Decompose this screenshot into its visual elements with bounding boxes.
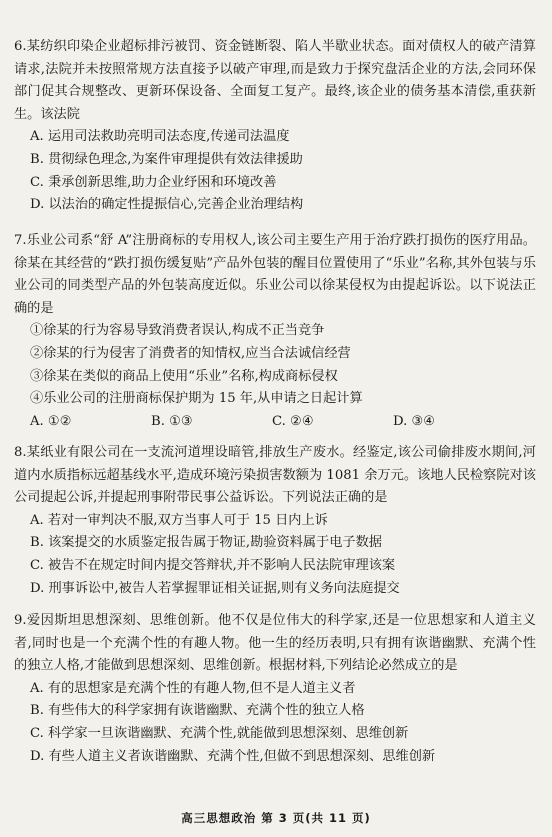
question-9-option-b: B. 有些伟大的科学家拥有诙谐幽默、充满个性的独立人格 [30,703,365,719]
question-7-statement-1: ①徐某的行为容易导致消费者误认,构成不正当竞争 [30,323,325,339]
question-6-option-a: A. 运用司法救助亮明司法态度,传递司法温度 [30,129,290,145]
question-6 [14,36,536,217]
question-7-choices [14,411,536,434]
question-6-stem: 6.某纺织印染企业超标排污被罚、资金链断裂、陷人半歇业状态。面对债权人的破产清算请求,法院并未按照常规方法直接予以破产审理,而是致力于探究盘活企业的方法,会同环保部门促其合规整改、更新环保设备、全面复工复产。最终,该企业的债务基本清偿,重获新生。该法院 [14,39,536,122]
question-7-statement-2: ②徐某的行为侵害了消费者的知情权,应当合法诚信经营 [30,345,351,361]
question-7-choice-b: B. ①③ [151,413,193,429]
question-7-choice-a: A. ①② [30,413,72,429]
question-7-statement-4: ④乐业公司的注册商标保护期为 15 年,从申请之日起计算 [30,391,363,407]
question-8-option-b: B. 该案提交的水质鉴定报告属于物证,勘验资料属于电子数据 [30,535,382,551]
question-8-option-c: C. 被告不在规定时间内提交答辩状,并不影响人民法院审理该案 [30,557,396,573]
question-9-stem: 9.爱因斯坦思想深刻、思维创新。他不仅是位伟大的科学家,还是一位思想家和人道主义者,同时也是一个充满个性的有趣人物。他一生的经历表明,只有拥有诙谐幽默、充满个性的独立人格,才能做到思想深刻、思维创新。根据材料,下列结论必然成立的是 [14,613,536,674]
question-7-choice-d: D. ③④ [393,413,436,429]
question-9-option-c: C. 科学家一旦诙谐幽默、充满个性,就能做到思想深刻、思维创新 [30,725,409,741]
question-7-statement-3: ③徐某在类似的商品上使用“乐业”名称,构成商标侵权 [30,368,338,384]
question-6-option-d: D. 以法治的确定性提振信心,完善企业治理结构 [30,197,304,213]
question-8 [14,442,536,600]
question-7 [14,230,536,433]
question-9 [14,610,536,768]
question-9-option-d: D. 有些人道主义者诙谐幽默、充满个性,但做不到思想深刻、思维创新 [30,748,436,764]
question-9-option-a: A. 有的思想家是充满个性的有趣人物,但不是人道主义者 [30,680,356,696]
question-8-option-d: D. 刑事诉讼中,被告人若掌握罪证相关证据,则有义务向法庭提交 [30,580,400,596]
page-footer: 高三思想政治 第 3 页(共 11 页) [181,811,371,825]
question-7-choice-c: C. ②④ [272,413,314,429]
question-6-option-c: C. 秉承创新思维,助力企业纾困和环境改善 [30,174,277,190]
question-7-stem: 7.乐业公司系“舒 A”注册商标的专用权人,该公司主要生产用于治疗跌打损伤的医疗用品。徐某在其经营的“跌打损伤缓复贴”产品外包装的醒目位置使用了“乐业”名称,其外包装与乐业公司的同类型产品的外包装高度近似。乐业公司以徐某侵权为由提起诉讼。以下说法正确的是 [14,233,536,316]
question-6-option-b: B. 贯彻绿色理念,为案件审理提供有效法律援助 [30,151,303,167]
question-8-stem: 8.某纸业有限公司在一支流河道埋设暗管,排放生产废水。经鉴定,该公司偷排废水期间,河道内水质指标远超基线水平,造成环境污染损害数额为 1081 余万元。该地人民检察院对该公司提起公诉,并提起刑事附带民事公益诉讼。下列说法正确的是 [14,445,536,506]
question-8-option-a: A. 若对一审判决不服,双方当事人可于 15 日内上诉 [30,512,328,528]
